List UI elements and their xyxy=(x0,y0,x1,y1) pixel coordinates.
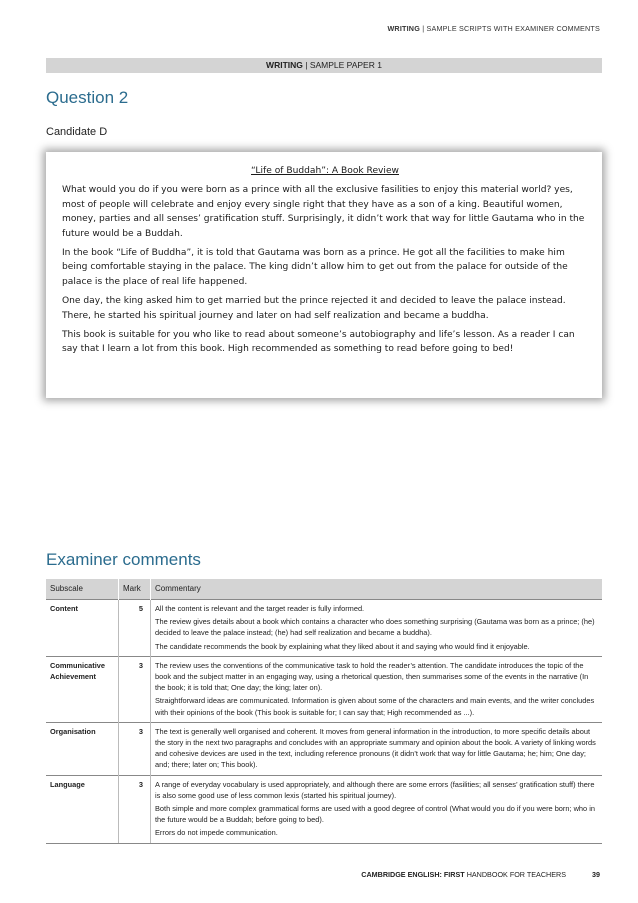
page-footer xyxy=(361,870,600,879)
mark-cell: 3 xyxy=(119,775,151,843)
script-title: “Life of Buddah”: A Book Review xyxy=(251,166,399,176)
candidate-script xyxy=(46,152,602,398)
comment-text: Straightforward ideas are communicated. Information is given about some of the characters and main events, and the writer concludes with their opinions of the book (This book is suitable for; I can say that; High recommended as ...). xyxy=(155,696,595,717)
table-row xyxy=(46,775,602,843)
table-row xyxy=(46,722,602,775)
paper-bar-title: SAMPLE PAPER 1 xyxy=(309,60,382,70)
comment-text: Errors do not impede communication. xyxy=(155,828,278,838)
subscale-cell: Organisation xyxy=(46,722,119,775)
subscale-cell: Language xyxy=(46,775,119,843)
examiner-comments-title: Examiner comments xyxy=(46,550,201,569)
comment-text: Both simple and more complex grammatical forms are used with a good degree of control (What would you do if you were born; who in the future would be a Buddah; before going to bed). xyxy=(155,804,595,825)
commentary-cell xyxy=(151,775,603,843)
paper-bar: WRITING | SAMPLE PAPER 1 xyxy=(46,58,602,73)
header-commentary: Commentary xyxy=(151,579,603,600)
table-row xyxy=(46,600,602,657)
examiner-comments-table xyxy=(46,579,602,844)
footer-publication: CAMBRIDGE ENGLISH: FIRST xyxy=(361,870,465,879)
mark-cell: 5 xyxy=(119,600,151,657)
running-header-section: WRITING xyxy=(387,24,420,33)
script-paragraph: In the book “Life of Buddha”, it is told that Gautama was born as a prince. He got all the facilities to make him being comfortable staying in the palace. The king didn’t allow him to get out from the palace for outside of the palace is the place of real life happened. xyxy=(62,248,568,287)
comment-text: The review uses the conventions of the communicative task to hold the reader’s attention. The candidate introduces the topic of the book and the subject matter in an engaging way, using a rhetorical question, then summarises some of the events in the narrative (In the book; it is told that; One day; the king; later on). xyxy=(155,660,589,693)
script-paragraph: One day, the king asked him to get married but the prince rejected it and decided to leave the palace instead. There, he started his spiritual journey and later on had self realization and became a buddha. xyxy=(62,296,566,321)
mark-cell: 3 xyxy=(119,656,151,722)
running-header-title: SAMPLE SCRIPTS WITH EXAMINER COMMENTS xyxy=(426,24,600,33)
question-title: Question 2 xyxy=(46,88,129,107)
paper-bar-section: WRITING xyxy=(266,60,303,70)
commentary-cell xyxy=(151,656,603,722)
script-paragraph: What would you do if you were born as a prince with all the exclusive fasilities to enjoy this material world? yes, most of people will celebrate and enjoy every single right that they have as a son of a king. Beautiful women, money, parties and all senses’ gratification stuff. Surprisingly, it didn’t work that way for little Gautama who in the future would be a Buddah. xyxy=(62,185,585,239)
script-paragraph: This book is suitable for you who like to read about someone’s autobiography and life’s lesson. As a reader I can say that I learn a lot from this book. High recommended as something to read before going to bed! xyxy=(62,330,575,355)
comment-text: The candidate recommends the book by explaining what they liked about it and saying who would find it enjoyable. xyxy=(155,641,530,651)
mark-cell: 3 xyxy=(119,722,151,775)
header-subscale: Subscale xyxy=(46,579,119,600)
running-header: WRITING | SAMPLE SCRIPTS WITH EXAMINER COMMENTS xyxy=(387,24,600,33)
table-header-row xyxy=(46,579,602,600)
comment-text: All the content is relevant and the target reader is fully informed. xyxy=(155,604,365,613)
footer-subtitle: HANDBOOK FOR TEACHERS xyxy=(466,870,566,879)
header-mark: Mark xyxy=(119,579,151,600)
commentary-cell xyxy=(151,600,603,657)
candidate-label: Candidate D xyxy=(46,126,108,138)
comment-text: The review gives details about a book which contains a character who does something surprising (Gautama was born as a prince; (he) decided to leave the palace instead; (he) had self realization and became a buddha). xyxy=(155,617,595,638)
subscale-cell: Communicative Achievement xyxy=(46,656,119,722)
commentary-cell xyxy=(151,722,603,775)
subscale-cell: Content xyxy=(46,600,119,657)
comment-text: A range of everyday vocabulary is used appropriately, and although there are some errors (fasilities; all senses’ gratification stuff) there is also some good use of less common lexis (started his spiritual journey). xyxy=(155,779,595,800)
table-row xyxy=(46,656,602,722)
comment-text: The text is generally well organised and coherent. It moves from general information in the introduction, to more specific details about the story in the next two paragraphs and concludes with an appropriate summary and opinion about the book. A variety of linking words and cohesive devices are used in the text, including reference pronouns (it didn’t work that way for little Gautama; he; him; One day; and; there; later on; This book). xyxy=(155,726,596,770)
page-number: 39 xyxy=(592,870,600,879)
